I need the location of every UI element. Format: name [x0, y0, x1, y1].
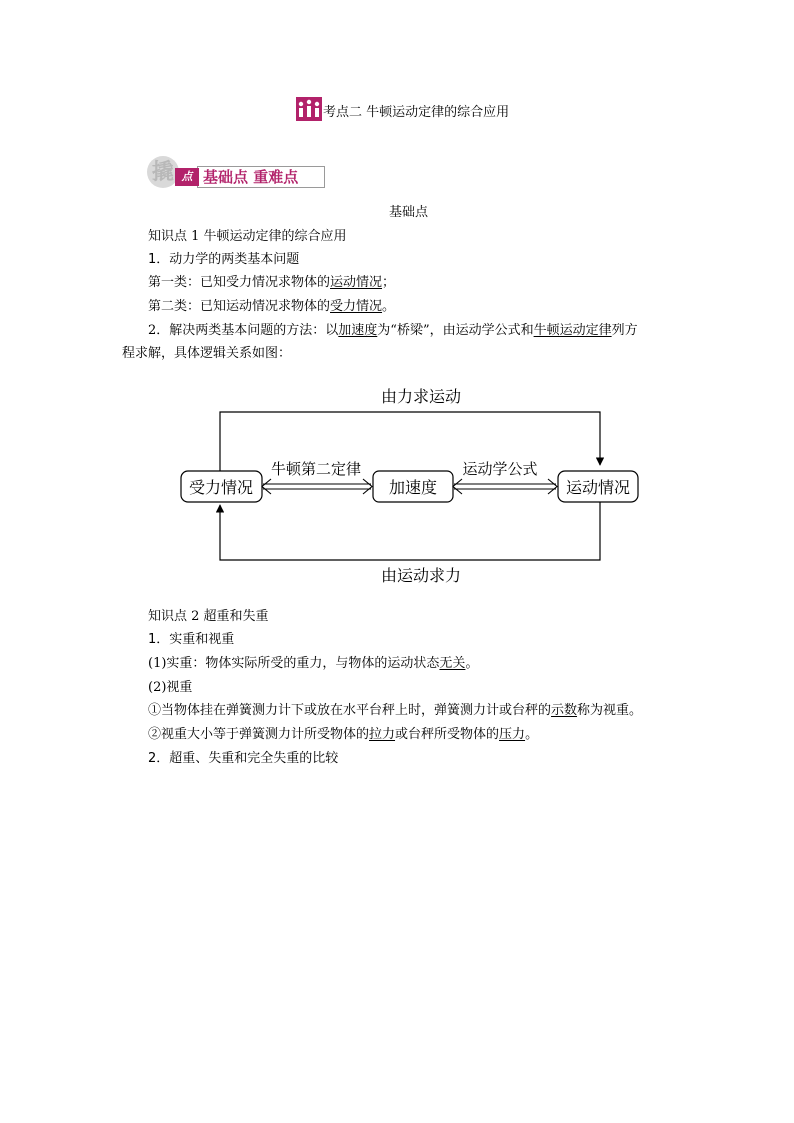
bottom-loop-label: 由运动求力: [380, 566, 462, 585]
kp1-type2-answer: 受力情况: [330, 299, 383, 314]
left-arrow-head: [363, 479, 372, 494]
kp1-item2-prefix: 2．解决两类基本问题的方法：以: [148, 323, 339, 338]
kp2-item1-title: 1．实重和视重: [148, 632, 235, 647]
kp1-item2: [148, 323, 638, 339]
kp1-type1-answer: 运动情况: [330, 275, 383, 290]
kp2-ap1-answer: 示数: [551, 703, 578, 718]
kp2-title: 知识点 2 超重和失重: [148, 609, 269, 624]
box-acceleration-label: 加速度: [388, 478, 438, 497]
kp2-apparent-2: [148, 727, 538, 743]
kp2-item2-title: 2．超重、失重和完全失重的比较: [148, 751, 339, 766]
kp2-apparent-title: (2)视重: [148, 680, 193, 695]
logic-diagram: [163, 368, 658, 600]
kp1-type1-prefix: 第一类：已知受力情况求物体的: [148, 275, 331, 290]
bottom-loop-line: [220, 502, 600, 560]
left-arrow-label: 牛顿第二定律: [270, 460, 362, 478]
box-motion-label: 运动情况: [565, 478, 631, 497]
banner-text: 基础点 重难点: [203, 168, 299, 186]
right-arrow-head: [548, 479, 557, 494]
box-force-label: 受力情况: [188, 478, 254, 497]
kp2-real-prefix: (1)实重：物体实际所受的重力，与物体的运动状态: [148, 656, 440, 671]
kp2-apparent-1: [148, 703, 642, 719]
banner-circle-icon: 撬: [147, 156, 179, 188]
kp1-type2-prefix: 第二类：已知运动情况求物体的: [148, 299, 331, 314]
kp1-type1: [148, 275, 395, 291]
kp1-type2: [148, 299, 395, 315]
kp2-ap1-prefix: ①当物体挂在弹簧测力计下或放在水平台秤上时，弹簧测力计或台秤的: [148, 703, 552, 718]
kp1-item2-answer2: 牛顿运动定律: [533, 323, 612, 338]
kp1-item2-answer1: 加速度: [338, 323, 378, 338]
top-loop-label: 由力求运动: [380, 387, 462, 406]
right-arrow-label: 运动学公式: [462, 460, 538, 478]
section-title: 基础点: [389, 205, 429, 220]
kp2-ap2-prefix: ②视重大小等于弹簧测力计所受物体的: [148, 727, 370, 742]
kp2-ap2-mid: 或台秤所受物体的: [395, 727, 500, 742]
kp1-item2-line2: 程求解，具体逻辑关系如图：: [122, 346, 292, 361]
kp2-real-answer: 无关: [439, 656, 466, 671]
kp2-real-suffix: 。: [465, 656, 479, 671]
kp1-type2-suffix: 。: [382, 299, 396, 314]
section-icon: [296, 97, 322, 121]
kp2-ap2-answer2: 压力: [499, 727, 526, 742]
kp1-item2-suffix: 列方: [611, 323, 638, 338]
kp2-ap2-suffix: 。: [525, 727, 539, 742]
page-title: 考点二 牛顿运动定律的综合应用: [323, 105, 510, 120]
section-banner: [147, 156, 329, 188]
kp2-ap2-answer1: 拉力: [369, 727, 396, 742]
banner-tag: 点: [175, 168, 199, 186]
kp1-title: 知识点 1 牛顿运动定律的综合应用: [148, 229, 347, 244]
kp1-item1-title: 1．动力学的两类基本问题: [148, 252, 300, 267]
kp2-real: [148, 656, 478, 672]
kp1-type1-suffix: ；: [382, 275, 396, 290]
kp2-ap1-suffix: 称为视重。: [577, 703, 643, 718]
kp1-item2-mid: 为“桥梁”，由运动学公式和: [377, 323, 534, 338]
